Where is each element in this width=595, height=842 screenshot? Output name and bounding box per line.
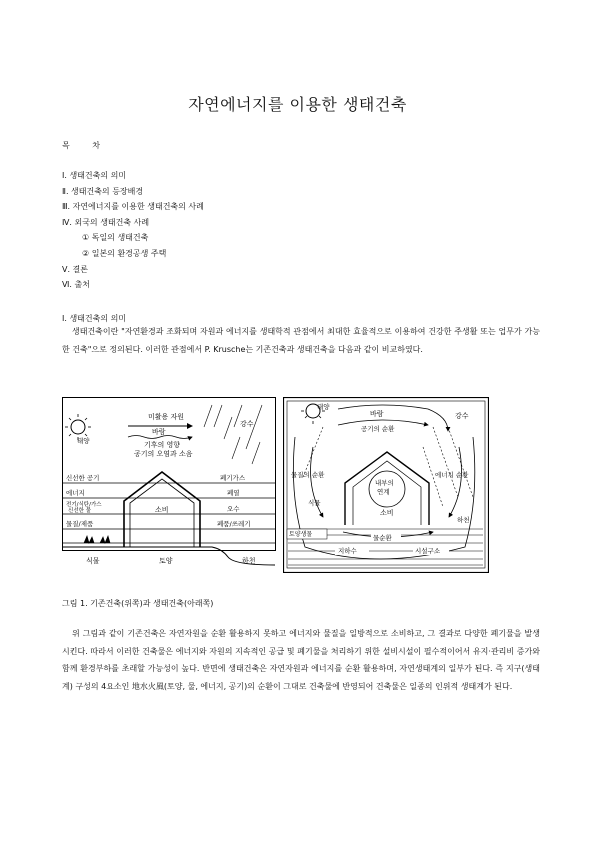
toc-subitem: ① 독일의 생태건축 [82,233,149,243]
toc-item: Ⅱ. 생태건축의 등장배경 [62,186,144,196]
page-title: 자연에너지를 이용한 생태건축 [188,95,407,114]
label-consumption: 소비 [380,509,394,517]
conventional-building-diagram [62,397,276,570]
label-air-cycle: 공기의 순환 [361,425,395,433]
label-facility: 시설구소 [415,547,441,555]
label-rain: 강수 [240,420,254,428]
ecological-building-diagram [283,397,489,573]
label-energy: 에너지 [66,489,85,497]
label-plants: 식물 [86,557,100,565]
label-waste-heat: 폐열 [227,489,240,497]
label-wind: 바람 [370,410,384,418]
label-river: 하천 [457,516,470,524]
toc-subitem: ② 일본의 환경공생 주택 [82,248,167,258]
label-water-cycle: 물순환 [373,534,392,542]
label-sewage: 오수 [227,505,240,513]
paragraph-comparison: 위 그림과 같이 기존건축은 자연자원을 순환 활용하지 못하고 에너지와 물질을 일방적으로 소비하고, 그 결과로 다양한 폐기물을 발생시킨다. 따라서 이러한 건축물은 에너지와 자원의 지속적인 공급 및 폐기물을 처리하기 위한 설비시설이 필수적이어서 유지·관리비 증가와 함께 환경부하를 초래할 가능성이 높다. 반면에 생태건축은 자연자원과 에너지를 순환 활용하며, 자연생태계의 일부가 된다. 즉 지구(생태계) 구성의 4요소인 地水火風(토양, 물, 에너지, 공기)의 순환이 그대로 건축물에 반영되어 건축물은 일종의 인위적 생태계가 된다. [62,629,540,691]
label-energy-cycle: 에너지 순환 [435,471,469,479]
label-climate-1: 기후의 영향 [144,441,181,449]
label-fresh-water: 신선한 물 [68,508,92,514]
label-soil: 토양 [159,557,173,565]
label-soil-life: 토양생물 [289,531,313,538]
section-heading: Ⅰ. 생태건축의 의미 [62,314,127,323]
label-rain: 강수 [455,412,469,420]
toc-item: Ⅰ. 생태건축의 의미 [62,171,127,180]
label-sun: 태양 [317,403,330,411]
label-plants: 식물 [308,499,321,507]
toc-heading: 목 차 [62,141,110,150]
label-internal-2: 연계 [377,488,390,496]
label-resources: 미활용 자원 [148,413,185,421]
label-climate-2: 공기의 오염과 소음 [134,450,193,458]
toc-item: Ⅴ. 결론 [62,264,89,274]
toc-item: Ⅳ. 외국의 생태건축 사례 [62,217,150,227]
label-electric: 전기/식탄/가스 [66,502,102,508]
label-consumption: 소비 [155,506,169,514]
label-groundwater: 지하수 [338,547,357,555]
table-of-contents [62,168,204,293]
label-waste: 폐품/쓰레기 [217,520,251,528]
label-material-cycle: 물질의 순환 [291,471,325,479]
toc-item: Ⅲ. 자연에너지를 이용한 생태건축의 사례 [62,202,204,212]
paragraph-definition: 생태건축이란 "자연환경과 조화되며 자원과 에너지를 생태학적 관점에서 최대한 효율적으로 이용하여 건강한 주생활 또는 업무가 가능한 건축"으로 정의된다. 이러한 관점에서 P. Krusche는 기존건축과 생태건축을 다음과 같이 비교하였다. [62,327,540,354]
label-materials: 물질/제품 [66,520,94,528]
label-fresh-air: 신선한 공기 [66,474,100,482]
label-wind: 바람 [152,428,166,436]
label-exhaust: 폐기가스 [220,474,246,482]
label-river: 하천 [242,557,256,565]
toc-item: Ⅵ. 출처 [62,280,90,290]
label-internal-1: 내부의 [375,479,394,487]
figure-caption: 그림 1. 기존건축(위쪽)과 생태건축(아래쪽) [62,599,214,608]
label-sun: 태양 [77,437,90,445]
